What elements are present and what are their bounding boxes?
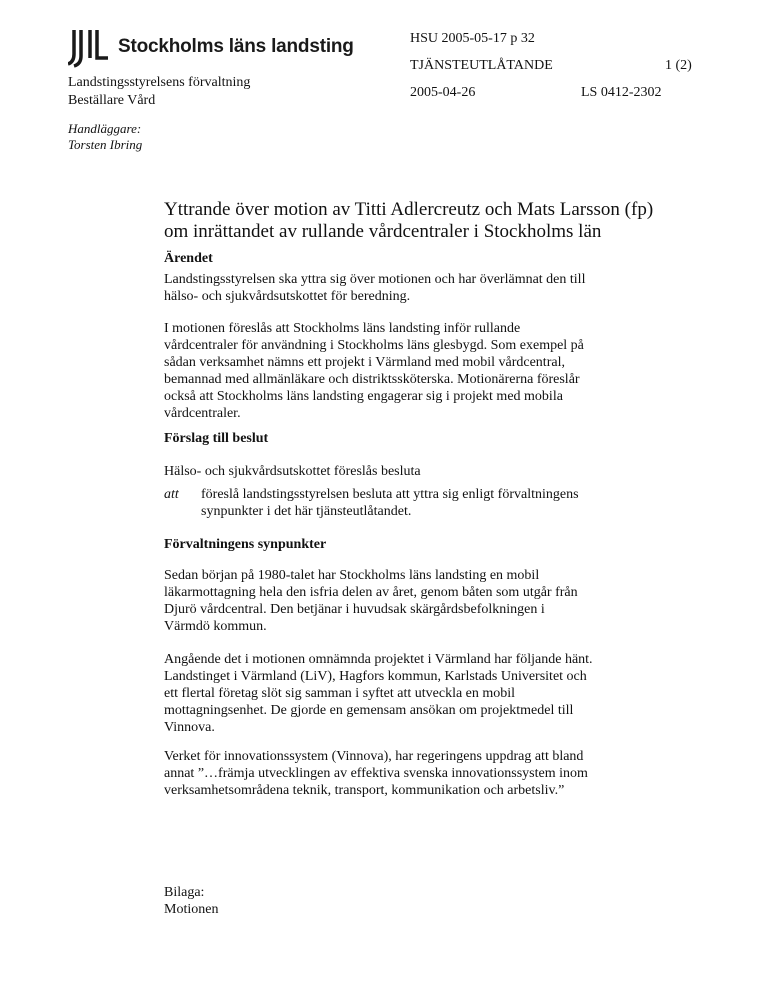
text-line: Landstinget i Värmland (LiV), Hagfors kommun, Karlstads Universitet och bbox=[164, 669, 587, 684]
sll-logo-icon bbox=[68, 28, 114, 68]
text-line: Angående det i motionen omnämnda projektet i Värmland har följande hänt. bbox=[164, 652, 593, 667]
handler-block bbox=[68, 121, 142, 153]
page-number: 1 (2) bbox=[665, 58, 692, 73]
heading-arendet: Ärendet bbox=[164, 251, 213, 266]
text-line: synpunkter i det här tjänsteutlåtandet. bbox=[201, 504, 412, 519]
attachment-item: Motionen bbox=[164, 902, 219, 917]
text-line: I motionen föreslås att Stockholms läns landsting inför rullande bbox=[164, 321, 521, 336]
org-unit: Beställare Vård bbox=[68, 93, 156, 108]
att-text bbox=[201, 486, 579, 520]
heading-synpunkter: Förvaltningens synpunkter bbox=[164, 537, 327, 552]
paragraph-synpunkter-3 bbox=[164, 748, 588, 799]
text-line: annat ”…främja utvecklingen av effektiva svenska innovationssystem inom bbox=[164, 766, 588, 781]
title-line: Yttrande över motion av Titti Adlercreutz och Mats Larsson (fp) bbox=[164, 199, 654, 220]
text-line: hälso- och sjukvårdsutskottet för beredning. bbox=[164, 289, 411, 304]
att-label: att bbox=[164, 487, 179, 502]
text-line: Värmdö kommun. bbox=[164, 619, 267, 634]
paragraph-arendet-2 bbox=[164, 320, 584, 422]
logo bbox=[68, 28, 354, 68]
text-line: också att Stockholms läns landsting engagerar sig i projekt med mobila bbox=[164, 389, 563, 404]
text-line: vårdcentraler. bbox=[164, 406, 241, 421]
paragraph-arendet-1 bbox=[164, 271, 585, 305]
text-line: sådan verksamhet nämns ett projekt i Värmland med mobil vårdcentral, bbox=[164, 355, 565, 370]
handler-label: Handläggare: bbox=[68, 121, 142, 136]
attachment-label: Bilaga: bbox=[164, 885, 205, 900]
doc-date: 2005-04-26 bbox=[410, 85, 476, 100]
text-line: Verket för innovationssystem (Vinnova), har regeringens uppdrag att bland bbox=[164, 749, 584, 764]
heading-forslag: Förslag till beslut bbox=[164, 431, 269, 446]
text-line: Landstingsstyrelsen ska yttra sig över motionen och har överlämnat den till bbox=[164, 272, 586, 287]
doc-type: TJÄNSTEUTLÅTANDE bbox=[410, 58, 553, 73]
org-block bbox=[68, 74, 250, 110]
ls-number: LS 0412-2302 bbox=[581, 85, 662, 100]
ref-top: HSU 2005-05-17 p 32 bbox=[410, 31, 535, 46]
text-line: mottagningsenhet. De gjorde en gemensam ansökan om projektmedel till bbox=[164, 703, 574, 718]
document-title bbox=[164, 199, 653, 243]
paragraph-synpunkter-2 bbox=[164, 651, 593, 736]
handler-name: Torsten Ibring bbox=[68, 137, 143, 152]
title-line: om inrättandet av rullande vårdcentraler i Stockholms län bbox=[164, 221, 602, 242]
attachment-block bbox=[164, 884, 218, 918]
text-line: föreslå landstingsstyrelsen besluta att yttra sig enligt förvaltningens bbox=[201, 487, 579, 502]
logo-text: Stockholms läns landsting bbox=[118, 36, 354, 57]
text-line: vårdcentraler för användning i Stockholms läns glesbygd. Som exempel på bbox=[164, 338, 584, 353]
text-line: Vinnova. bbox=[164, 720, 215, 735]
text-line: läkarmottagning hela den isfria delen av året, genom båten som utgår från bbox=[164, 585, 578, 600]
text-line: Sedan början på 1980-talet har Stockholms läns landsting en mobil bbox=[164, 568, 540, 583]
paragraph-synpunkter-1 bbox=[164, 567, 578, 635]
org-name: Landstingsstyrelsens förvaltning bbox=[68, 75, 251, 90]
text-line: bemannad med allmänläkare och distriktssköterska. Motionärerna föreslår bbox=[164, 372, 580, 387]
forslag-intro: Hälso- och sjukvårdsutskottet föreslås besluta bbox=[164, 464, 421, 479]
text-line: verksamhetsområdena teknik, transport, kommunikation och arbetsliv.” bbox=[164, 783, 565, 798]
text-line: ett flertal företag slöt sig samman i syftet att utveckla en mobil bbox=[164, 686, 516, 701]
text-line: Djurö vårdcentral. Den betjänar i huvudsak skärgårdsbefolkningen i bbox=[164, 602, 545, 617]
